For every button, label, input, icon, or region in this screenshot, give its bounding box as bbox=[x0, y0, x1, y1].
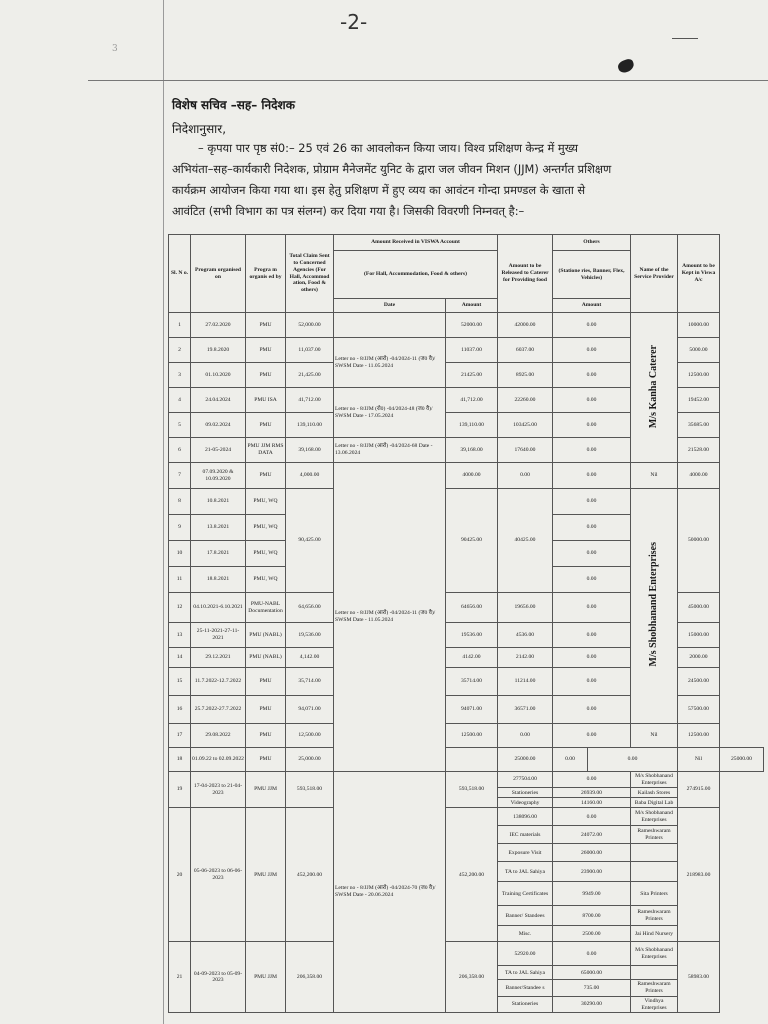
top-dash bbox=[672, 38, 698, 39]
table-cell: 26000.00 bbox=[553, 844, 631, 862]
table-cell bbox=[334, 313, 446, 338]
table-cell: 94,071.00 bbox=[286, 696, 334, 724]
table-cell: 39,168.00 bbox=[446, 438, 498, 463]
table-cell: 0.00 bbox=[553, 696, 631, 724]
table-cell: 9949.00 bbox=[553, 882, 631, 906]
table-cell: 0.00 bbox=[553, 808, 631, 826]
table-cell: 21425.00 bbox=[446, 363, 498, 388]
table-cell: 65000.00 bbox=[553, 966, 631, 980]
table-cell: 17.8.2021 bbox=[191, 541, 246, 567]
table-cell: 21528.00 bbox=[678, 438, 720, 463]
table-row bbox=[169, 489, 764, 515]
table-cell: PMU bbox=[246, 463, 286, 489]
table-cell: 2000.00 bbox=[678, 648, 720, 668]
table-cell: PMU, WQ bbox=[246, 567, 286, 593]
table-cell: 0.00 bbox=[553, 567, 631, 593]
table-cell: 11 bbox=[169, 567, 191, 593]
table-cell: Nil bbox=[678, 748, 720, 772]
table-cell: Banner/ Standees bbox=[498, 906, 553, 926]
table-cell: PMU ISA bbox=[246, 388, 286, 413]
expense-table bbox=[168, 234, 764, 1013]
table-cell: PMU (NABL) bbox=[246, 623, 286, 648]
table-cell: 12500.00 bbox=[446, 724, 498, 748]
table-cell: PMU bbox=[246, 413, 286, 438]
table-cell: 29.08.2022 bbox=[191, 724, 246, 748]
col-header-others-amount: Amount bbox=[553, 299, 631, 313]
table-cell: 2500.00 bbox=[553, 926, 631, 942]
table-cell: 35714.00 bbox=[446, 668, 498, 696]
margin-mark: 3 bbox=[112, 44, 118, 54]
table-cell: 206,358.00 bbox=[286, 942, 334, 1013]
table-cell: 12500.00 bbox=[678, 363, 720, 388]
table-cell: 11037.00 bbox=[446, 338, 498, 363]
table-row bbox=[169, 313, 764, 338]
table-cell: Kailash Stores bbox=[631, 788, 678, 798]
table-cell: 0.00 bbox=[553, 489, 631, 515]
table-cell: 6 bbox=[169, 438, 191, 463]
table-cell: 2142.00 bbox=[498, 648, 553, 668]
table-cell: 452,200.00 bbox=[286, 808, 334, 942]
table-cell: Nil bbox=[631, 724, 678, 748]
table-cell: Vindhya Enterprises bbox=[631, 996, 678, 1012]
table-cell: IEC materials bbox=[498, 826, 553, 844]
table-cell: 22260.00 bbox=[498, 388, 553, 413]
table-cell: PMU JJM bbox=[246, 942, 286, 1013]
table-cell: 139,110.00 bbox=[286, 413, 334, 438]
col-header-amount: Amount bbox=[446, 299, 498, 313]
table-cell bbox=[631, 862, 678, 882]
table-cell: TA to JAL Sahiya bbox=[498, 862, 553, 882]
table-cell: 19,536.00 bbox=[286, 623, 334, 648]
table-cell: Misc. bbox=[498, 926, 553, 942]
table-cell: PMU-NABL Documentation bbox=[246, 593, 286, 623]
table-cell: 4536.00 bbox=[498, 623, 553, 648]
table-cell: 39,168.00 bbox=[286, 438, 334, 463]
table-cell: 11,037.00 bbox=[286, 338, 334, 363]
table-cell: Exposure Visit bbox=[498, 844, 553, 862]
table-cell: 50000.00 bbox=[678, 489, 720, 593]
table-cell: Rameshwaram Printers bbox=[631, 980, 678, 996]
table-row bbox=[169, 808, 764, 826]
col-header-released: Amount to be Released to Caterer for Providing food bbox=[498, 235, 553, 313]
table-cell: Banner/Standee s bbox=[498, 980, 553, 996]
table-cell: 05-06-2023 to 06-06-2023 bbox=[191, 808, 246, 942]
table-cell: Rameshwaram Printers bbox=[631, 826, 678, 844]
table-cell: PMU JJM bbox=[246, 772, 286, 808]
table-cell: 10 bbox=[169, 541, 191, 567]
table-cell: 4000.00 bbox=[678, 463, 720, 489]
table-cell: 7 bbox=[169, 463, 191, 489]
table-cell: 0.00 bbox=[553, 648, 631, 668]
table-cell: 23900.00 bbox=[553, 862, 631, 882]
table-cell: 0.00 bbox=[553, 463, 631, 489]
table-cell: 452,200.00 bbox=[446, 808, 498, 942]
table-cell: 8 bbox=[169, 489, 191, 515]
table-cell: PMU, WQ bbox=[246, 541, 286, 567]
table-cell: 27.02.2020 bbox=[191, 313, 246, 338]
table-cell: 0.00 bbox=[553, 438, 631, 463]
table-cell: 24.04.2024 bbox=[191, 388, 246, 413]
table-cell: 64656.00 bbox=[446, 593, 498, 623]
table-cell: 17-04-2023 to 21-04-2023 bbox=[191, 772, 246, 808]
page-number: -2- bbox=[340, 10, 368, 34]
table-cell: 64,656.00 bbox=[286, 593, 334, 623]
table-cell: 25.7.2022-27.7.2022 bbox=[191, 696, 246, 724]
table-cell: 25000.00 bbox=[498, 748, 553, 772]
table-cell: 94071.00 bbox=[446, 696, 498, 724]
table-cell: 09.02.2024 bbox=[191, 413, 246, 438]
table-cell: 593,518.00 bbox=[286, 772, 334, 808]
table-cell: 12 bbox=[169, 593, 191, 623]
col-header-others-sub: (Statione ries, Banner, Flex, Vehicles) bbox=[553, 251, 631, 299]
table-cell: 17640.00 bbox=[498, 438, 553, 463]
table-cell: 0.00 bbox=[553, 338, 631, 363]
table-cell: 0.00 bbox=[553, 313, 631, 338]
table-cell: 206,358.00 bbox=[446, 942, 498, 1013]
table-cell: 19 bbox=[169, 772, 191, 808]
table-cell: Training Certificates bbox=[498, 882, 553, 906]
table-cell bbox=[631, 844, 678, 862]
table-cell: 19656.00 bbox=[498, 593, 553, 623]
table-cell: 21 bbox=[169, 942, 191, 1013]
margin-line bbox=[163, 0, 164, 1024]
letter-ref: Letter no - 8/JJM (आरो) -04/2024-11 (ज0 वै)/ SWSM Date - 11.05.2024 bbox=[334, 338, 446, 388]
table-cell: 14160.00 bbox=[553, 798, 631, 808]
table-cell: 21-05-2024 bbox=[191, 438, 246, 463]
table-cell: 0.00 bbox=[553, 668, 631, 696]
table-cell: 52920.00 bbox=[498, 942, 553, 966]
table-cell: PMU bbox=[246, 724, 286, 748]
table-cell: 2 bbox=[169, 338, 191, 363]
table-row bbox=[169, 942, 764, 966]
table-cell: 9 bbox=[169, 515, 191, 541]
table-cell: 0.00 bbox=[553, 772, 631, 788]
table-cell: 0.00 bbox=[553, 593, 631, 623]
table-cell: 07.09.2020 & 10.09.2020 bbox=[191, 463, 246, 489]
table-cell: 10000.00 bbox=[678, 313, 720, 338]
letter-ref: Letter no - 8/JJM (रो0) -04/2024-48 (ज0 वै)/ SWSM Date - 17.05.2024 bbox=[334, 388, 446, 438]
table-cell: 42000.00 bbox=[498, 313, 553, 338]
table-cell: 14 bbox=[169, 648, 191, 668]
table-cell: 41,712.00 bbox=[286, 388, 334, 413]
paragraph-line: – कृपया पार पृष्ठ सं0:– 25 एवं 26 का आवलोकन किया जाय। विश्व प्रशिक्षण केन्द्र में मुख्य bbox=[198, 141, 579, 155]
table-cell: 18 bbox=[169, 748, 191, 772]
table-cell: 3 bbox=[169, 363, 191, 388]
table-cell: 90,425.00 bbox=[286, 489, 334, 593]
table-cell: PMU bbox=[246, 313, 286, 338]
table-cell: 52,000.00 bbox=[286, 313, 334, 338]
table-cell: 35685.00 bbox=[678, 413, 720, 438]
col-header-organised-by: Progra m organis ed by bbox=[246, 235, 286, 313]
letter-ref: Letter no - 8/JJM (आरो) -04/2024-68 Date - 13.06.2024 bbox=[334, 438, 446, 463]
col-header-others: Others bbox=[553, 235, 631, 251]
table-cell: 0.00 bbox=[498, 724, 553, 748]
table-cell bbox=[446, 748, 498, 772]
table-cell: 0.00 bbox=[553, 623, 631, 648]
table-cell: 18.8.2021 bbox=[191, 567, 246, 593]
col-header-total-claim: Total Claim Sent to Concerned Agencies (For Hall, Accommod ation, Food & others) bbox=[286, 235, 334, 313]
table-cell: PMU bbox=[246, 363, 286, 388]
table-cell: 04-09-2023 to 05-09-2023 bbox=[191, 942, 246, 1013]
table-cell: 13.8.2021 bbox=[191, 515, 246, 541]
table-cell: 11.7.2022-12.7.2022 bbox=[191, 668, 246, 696]
table-cell: 24500.00 bbox=[678, 668, 720, 696]
table-cell: Stationeries bbox=[498, 996, 553, 1012]
table-cell: 04.10.2021-6.10.2021 bbox=[191, 593, 246, 623]
table-cell: 139,110.00 bbox=[446, 413, 498, 438]
table-cell: 17 bbox=[169, 724, 191, 748]
table-cell: TA to JAL Sahiya bbox=[498, 966, 553, 980]
table-cell: Jai Hind Nursery bbox=[631, 926, 678, 942]
table-cell: 24072.00 bbox=[553, 826, 631, 844]
table-cell: 1 bbox=[169, 313, 191, 338]
table-cell: 5 bbox=[169, 413, 191, 438]
table-row bbox=[169, 463, 764, 489]
table-cell: 593,518.00 bbox=[446, 772, 498, 808]
table-cell: 0.00 bbox=[588, 748, 678, 772]
table-cell: 12,500.00 bbox=[286, 724, 334, 748]
table-cell: 274915.00 bbox=[678, 772, 720, 808]
table-cell: 20 bbox=[169, 808, 191, 942]
table-cell: 58983.00 bbox=[678, 942, 720, 1013]
table-cell: Sita Printers bbox=[631, 882, 678, 906]
table-cell: 29.12.2021 bbox=[191, 648, 246, 668]
table-cell: 90425.00 bbox=[446, 489, 498, 593]
table-cell: PMU JJM bbox=[246, 808, 286, 942]
table-cell: Baba Digital Lab bbox=[631, 798, 678, 808]
letter-ref: Letter no - 8/JJM (आरो) -04/2024-11 (ज0 वै)/ SWSM Date - 11.05.2024 bbox=[334, 463, 446, 772]
col-header-kept: Amount to be Kept in Viswa A/c bbox=[678, 235, 720, 313]
col-header-received: Amount Received in VISWA Account bbox=[334, 235, 498, 251]
table-cell: 4000.00 bbox=[446, 463, 498, 489]
table-cell: 30290.00 bbox=[553, 996, 631, 1012]
table-cell: 16 bbox=[169, 696, 191, 724]
table-cell: 11214.00 bbox=[498, 668, 553, 696]
letter-ref: Letter no - 8/JJM (आरो) -04/2024-70 (ज0 वै)/ SWSM Date - 20.06.2024 bbox=[334, 772, 446, 1013]
table-cell: 4,000.00 bbox=[286, 463, 334, 489]
table-cell: PMU bbox=[246, 696, 286, 724]
table-cell: M/s Shobhanand Enterprises bbox=[631, 772, 678, 788]
table-cell: Rameshwaram Printers bbox=[631, 906, 678, 926]
table-cell: 0.00 bbox=[553, 724, 631, 748]
table-cell: 4,142.00 bbox=[286, 648, 334, 668]
table-cell: PMU, WQ bbox=[246, 515, 286, 541]
table-cell: 35,714.00 bbox=[286, 668, 334, 696]
table-row bbox=[169, 748, 764, 772]
note-heading: विशेष सचिव –सह– निदेशक bbox=[172, 98, 295, 112]
table-cell: 103425.00 bbox=[498, 413, 553, 438]
table-cell: 138096.00 bbox=[498, 808, 553, 826]
ink-blot bbox=[616, 58, 635, 75]
table-cell: 25,000.00 bbox=[286, 748, 334, 772]
table-cell: 218983.00 bbox=[678, 808, 720, 942]
table-cell: 19452.00 bbox=[678, 388, 720, 413]
table-cell: 4 bbox=[169, 388, 191, 413]
table-cell: Videography bbox=[498, 798, 553, 808]
table-cell: 12500.00 bbox=[678, 724, 720, 748]
table-cell: 0.00 bbox=[553, 413, 631, 438]
table-cell: 0.00 bbox=[553, 942, 631, 966]
col-header-sl: Sl. N o. bbox=[169, 235, 191, 313]
table-row bbox=[169, 724, 764, 748]
table-cell: 15000.00 bbox=[678, 623, 720, 648]
table-cell: 0.00 bbox=[553, 388, 631, 413]
table-cell: 13 bbox=[169, 623, 191, 648]
table-cell: PMU (NABL) bbox=[246, 648, 286, 668]
table-cell: 0.00 bbox=[553, 541, 631, 567]
table-cell: 41,712.00 bbox=[446, 388, 498, 413]
table-cell: 36571.00 bbox=[498, 696, 553, 724]
table-row bbox=[169, 772, 764, 788]
paragraph-line: आवंटित (सभी विभाग का पत्र संलग्न) कर दिया गया है। जिसकी विवरणी निम्नवत् है:– bbox=[172, 204, 525, 218]
paragraph-line: अभियंता–सह–कार्यकारी निदेशक, प्रोग्राम मैनेजमेंट युनिट के द्वारा जल जीवन मिशन (JJM) अन्तर्गत प्रशिक्षण bbox=[172, 162, 612, 176]
table-cell: 01.10.2020 bbox=[191, 363, 246, 388]
col-header-provider: Name of the Service Provider bbox=[631, 235, 678, 313]
paragraph-line: कार्यक्रम आयोजन किया गया था। इस हेतु प्रशिक्षण में हुए व्यय का आवंटन गोन्दा प्रमण्डल के खाता से bbox=[172, 183, 586, 197]
table-cell: 4142.00 bbox=[446, 648, 498, 668]
table-cell: 19.8.2020 bbox=[191, 338, 246, 363]
table-cell: M/s Shobhanand Enterprises bbox=[631, 808, 678, 826]
table-cell: 0.00 bbox=[553, 515, 631, 541]
table-cell: 735.00 bbox=[553, 980, 631, 996]
table-cell: Nil bbox=[631, 463, 678, 489]
table-cell: 26939.00 bbox=[553, 788, 631, 798]
table-cell: 0.00 bbox=[553, 363, 631, 388]
table-cell: 57500.00 bbox=[678, 696, 720, 724]
table-cell: 0.00 bbox=[553, 748, 588, 772]
table-cell: 25-11-2021-27-11-2021 bbox=[191, 623, 246, 648]
table-cell: 8925.00 bbox=[498, 363, 553, 388]
table-cell: 5000.00 bbox=[678, 338, 720, 363]
table-cell: 15 bbox=[169, 668, 191, 696]
table-cell: 19536.00 bbox=[446, 623, 498, 648]
table-cell: 6037.00 bbox=[498, 338, 553, 363]
header-rule bbox=[88, 80, 768, 81]
provider-shobhanand: M/s Shobhanand Enterprises bbox=[631, 489, 678, 724]
note-paragraph bbox=[172, 138, 762, 222]
table-cell: 40425.00 bbox=[498, 489, 553, 593]
col-header-received-sub: (For Hall, Accommodation, Food & others) bbox=[334, 251, 498, 299]
table-cell: 45000.00 bbox=[678, 593, 720, 623]
table-cell: 0.00 bbox=[498, 463, 553, 489]
table-cell: PMU bbox=[246, 668, 286, 696]
table-cell: PMU, WQ bbox=[246, 489, 286, 515]
table-cell bbox=[631, 966, 678, 980]
table-cell: M/s Shobhanand Enterprises bbox=[631, 942, 678, 966]
note-subheading: निदेशानुसार, bbox=[172, 122, 227, 136]
table-cell: PMU JJM RMS DATA bbox=[246, 438, 286, 463]
table-cell: PMU bbox=[246, 748, 286, 772]
table-cell: PMU bbox=[246, 338, 286, 363]
col-header-program-on: Program organised on bbox=[191, 235, 246, 313]
col-header-date: Date bbox=[334, 299, 446, 313]
table-cell: 01.09.22 to 02.09.2022 bbox=[191, 748, 246, 772]
table-cell: 10.8.2021 bbox=[191, 489, 246, 515]
table-cell: 21,425.00 bbox=[286, 363, 334, 388]
provider-kanha: M/s Kanha Caterer bbox=[631, 313, 678, 463]
table-cell: 8700.00 bbox=[553, 906, 631, 926]
table-cell: 52000.00 bbox=[446, 313, 498, 338]
table-cell: 25000.00 bbox=[720, 748, 764, 772]
table-cell: 277504.00 bbox=[498, 772, 553, 788]
table-cell: Stationeries bbox=[498, 788, 553, 798]
